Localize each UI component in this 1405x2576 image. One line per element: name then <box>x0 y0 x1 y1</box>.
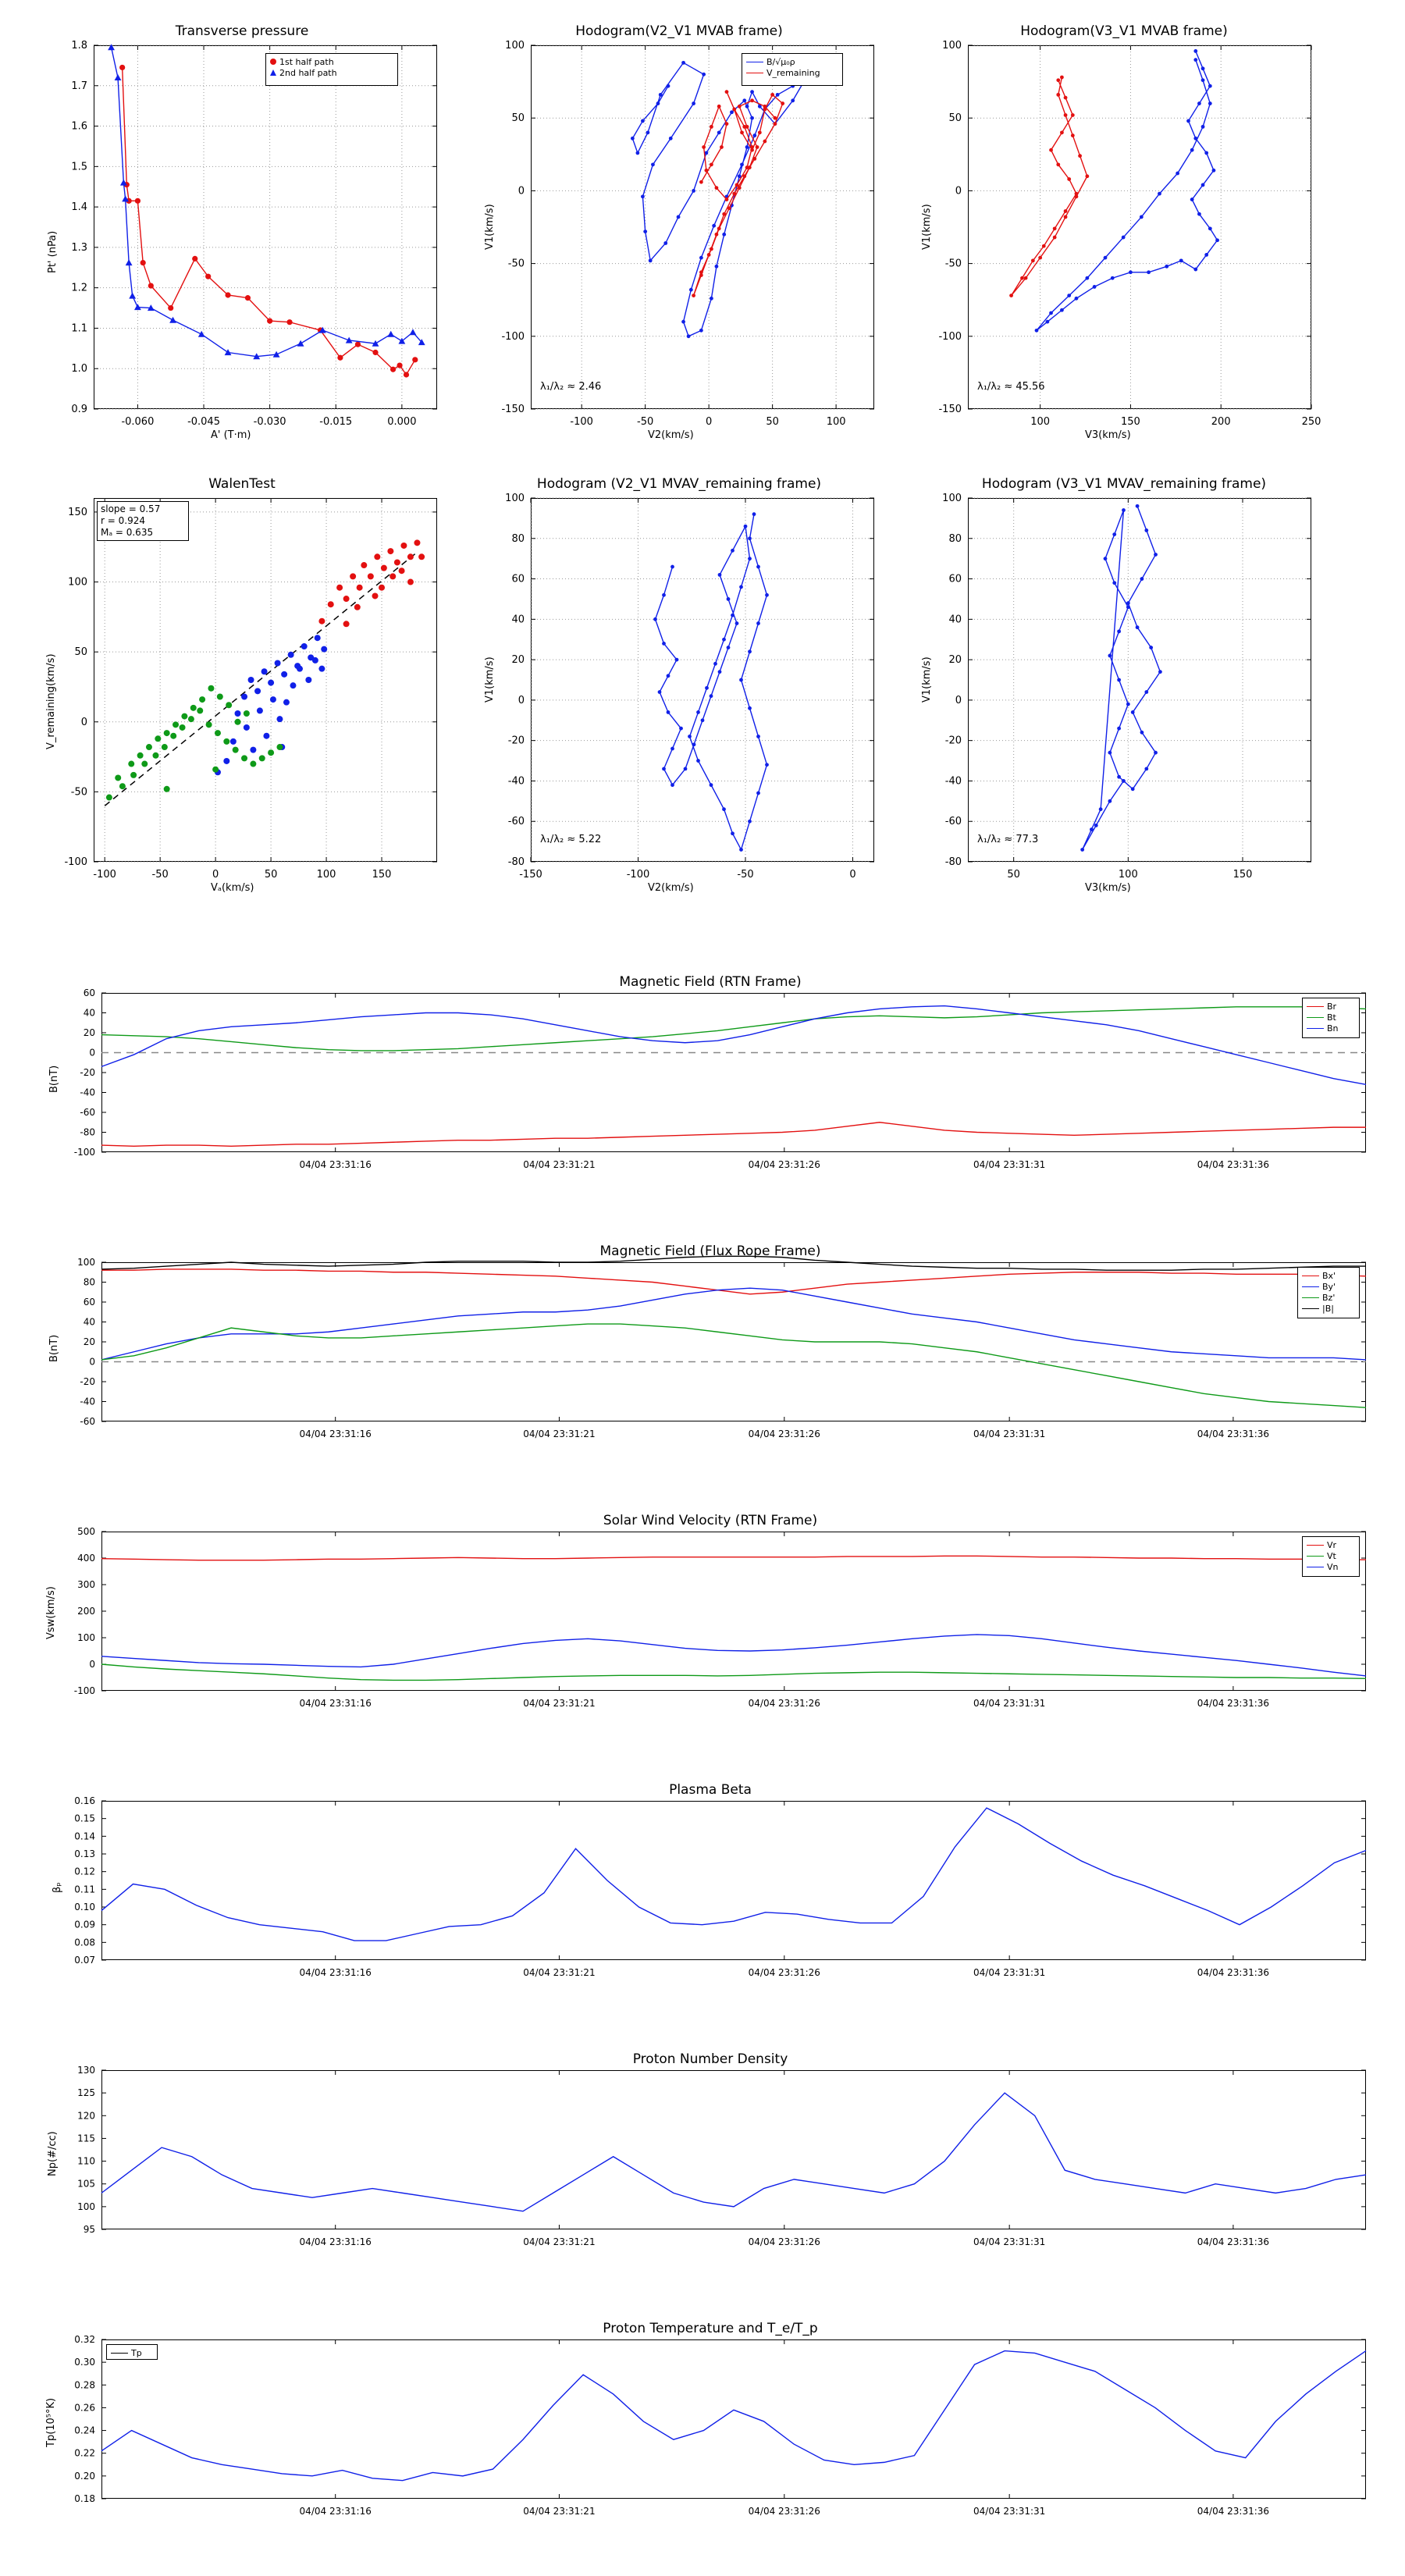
svg-text:60: 60 <box>83 987 95 998</box>
svg-text:0: 0 <box>955 694 962 706</box>
svg-text:0.32: 0.32 <box>74 2334 95 2345</box>
legend-label: Bx' <box>1322 1270 1336 1281</box>
panel-title: Magnetic Field (Flux Rope Frame) <box>599 1244 821 1259</box>
y-axis-label: Pt' (nPa) <box>47 230 59 273</box>
svg-text:04/04 23:31:21: 04/04 23:31:21 <box>523 2506 596 2517</box>
svg-text:-60: -60 <box>507 816 525 828</box>
legend-marker-icon <box>270 69 276 76</box>
svg-text:100: 100 <box>942 493 962 504</box>
svg-text:-150: -150 <box>501 404 525 415</box>
legend <box>106 2344 158 2360</box>
panel-proton-temperature <box>31 2314 1389 2549</box>
svg-text:100: 100 <box>826 416 846 428</box>
svg-text:1.8: 1.8 <box>71 40 87 52</box>
svg-text:04/04 23:31:16: 04/04 23:31:16 <box>299 2506 372 2517</box>
y-axis-label: Tp(10⁵°K) <box>45 2397 57 2447</box>
plot-svg <box>31 1507 1389 1733</box>
legend <box>1297 1267 1360 1318</box>
svg-text:-100: -100 <box>73 1147 95 1158</box>
svg-text:100: 100 <box>1030 416 1051 428</box>
svg-text:1.4: 1.4 <box>71 201 87 214</box>
svg-text:200: 200 <box>77 1606 95 1617</box>
svg-text:0.10: 0.10 <box>74 1902 95 1912</box>
svg-text:-40: -40 <box>507 775 525 788</box>
svg-text:-20: -20 <box>80 1067 95 1078</box>
svg-text:0.09: 0.09 <box>74 1919 95 1930</box>
svg-text:04/04 23:31:26: 04/04 23:31:26 <box>748 2506 820 2517</box>
svg-text:04/04 23:31:26: 04/04 23:31:26 <box>748 1698 820 1709</box>
y-axis-label: V1(km/s) <box>484 656 496 703</box>
svg-text:04/04 23:31:31: 04/04 23:31:31 <box>973 1967 1046 1978</box>
svg-text:0: 0 <box>89 1356 95 1368</box>
svg-text:0: 0 <box>849 869 856 881</box>
svg-text:0.9: 0.9 <box>71 404 87 415</box>
svg-text:-20: -20 <box>944 735 962 747</box>
svg-text:04/04 23:31:16: 04/04 23:31:16 <box>299 1159 372 1170</box>
svg-text:40: 40 <box>948 614 962 626</box>
panel-plasma-beta <box>31 1776 1389 2002</box>
svg-text:1.2: 1.2 <box>71 282 87 294</box>
eigenvalue-ratio-annotation: λ₁/λ₂ ≈ 45.56 <box>977 381 1045 393</box>
panel-hodogram-v2v1-mvab <box>468 16 890 441</box>
svg-text:0: 0 <box>212 869 219 881</box>
svg-text:115: 115 <box>77 2133 95 2144</box>
svg-text:0.14: 0.14 <box>74 1831 95 1842</box>
svg-text:60: 60 <box>948 573 962 585</box>
svg-text:100: 100 <box>77 2201 95 2212</box>
svg-text:0.20: 0.20 <box>74 2470 95 2482</box>
panel-title: Hodogram(V3_V1 MVAB frame) <box>1020 23 1228 39</box>
legend-label: V_remaining <box>767 67 820 78</box>
svg-text:1.7: 1.7 <box>71 80 87 92</box>
svg-text:04/04 23:31:26: 04/04 23:31:26 <box>748 2236 820 2247</box>
panel-title: Hodogram (V2_V1 MVAV_remaining frame) <box>536 476 822 492</box>
svg-text:-0.030: -0.030 <box>253 416 286 428</box>
svg-text:04/04 23:31:36: 04/04 23:31:36 <box>1197 1698 1270 1709</box>
svg-text:80: 80 <box>948 532 962 545</box>
x-axis-label: V3(km/s) <box>1085 429 1131 441</box>
legend <box>742 53 843 86</box>
svg-text:60: 60 <box>511 573 525 585</box>
svg-text:0: 0 <box>706 416 713 428</box>
svg-text:-50: -50 <box>70 786 87 799</box>
plot-svg <box>31 2045 1389 2272</box>
plot-svg <box>31 1776 1389 2002</box>
svg-text:0.07: 0.07 <box>74 1955 95 1966</box>
svg-text:0.11: 0.11 <box>74 1884 95 1895</box>
svg-text:80: 80 <box>511 532 525 545</box>
svg-text:-0.060: -0.060 <box>121 416 155 428</box>
svg-text:-60: -60 <box>80 1107 95 1118</box>
svg-text:100: 100 <box>77 1632 95 1643</box>
y-axis-label: B(nT) <box>48 1334 60 1362</box>
svg-text:150: 150 <box>1232 869 1253 881</box>
legend <box>1302 998 1360 1038</box>
svg-text:50: 50 <box>264 869 278 881</box>
svg-text:0: 0 <box>518 694 525 706</box>
svg-text:0: 0 <box>518 185 525 197</box>
svg-text:150: 150 <box>68 506 87 518</box>
svg-text:04/04 23:31:36: 04/04 23:31:36 <box>1197 1159 1270 1170</box>
svg-text:130: 130 <box>77 2065 95 2076</box>
plot-svg <box>905 16 1343 429</box>
legend <box>265 53 398 86</box>
x-axis-label: V2(km/s) <box>648 429 694 441</box>
svg-text:0.16: 0.16 <box>74 1795 95 1806</box>
svg-text:-80: -80 <box>80 1126 95 1138</box>
svg-text:120: 120 <box>77 2110 95 2122</box>
legend-label: Bt <box>1327 1012 1336 1023</box>
svg-text:-20: -20 <box>80 1376 95 1387</box>
svg-text:100: 100 <box>505 40 525 52</box>
svg-text:20: 20 <box>948 654 962 667</box>
legend <box>1302 1536 1360 1577</box>
svg-text:-80: -80 <box>507 856 525 868</box>
svg-text:-50: -50 <box>737 869 754 881</box>
svg-text:-20: -20 <box>507 735 525 747</box>
panel-solar-wind-velocity <box>31 1507 1389 1733</box>
svg-text:-50: -50 <box>507 258 525 270</box>
svg-text:0: 0 <box>89 1047 95 1059</box>
legend-label: Tp <box>131 2347 142 2358</box>
svg-text:1.6: 1.6 <box>71 120 87 133</box>
panel-title: Hodogram (V3_V1 MVAV_remaining frame) <box>981 476 1267 492</box>
panel-title: Proton Number Density <box>632 2051 788 2067</box>
y-axis-label: V1(km/s) <box>921 656 933 703</box>
svg-text:0.30: 0.30 <box>74 2357 95 2368</box>
svg-text:04/04 23:31:16: 04/04 23:31:16 <box>299 1698 372 1709</box>
svg-text:0.26: 0.26 <box>74 2402 95 2414</box>
svg-text:95: 95 <box>83 2224 95 2235</box>
svg-text:04/04 23:31:36: 04/04 23:31:36 <box>1197 1967 1270 1978</box>
svg-text:300: 300 <box>77 1579 95 1590</box>
x-axis-label: V3(km/s) <box>1085 882 1131 894</box>
svg-text:40: 40 <box>511 614 525 626</box>
svg-text:-100: -100 <box>570 416 593 428</box>
svg-text:0.22: 0.22 <box>74 2447 95 2459</box>
svg-text:04/04 23:31:21: 04/04 23:31:21 <box>523 1967 596 1978</box>
svg-text:04/04 23:31:36: 04/04 23:31:36 <box>1197 1429 1270 1439</box>
fit-slope: slope = 0.57 <box>101 503 161 514</box>
svg-text:-100: -100 <box>938 330 962 343</box>
y-axis-label: V1(km/s) <box>921 204 933 250</box>
legend-label: Bz' <box>1322 1292 1336 1303</box>
svg-text:04/04 23:31:21: 04/04 23:31:21 <box>523 2236 596 2247</box>
panel-hodogram-v3v1-mvab <box>905 16 1343 441</box>
svg-text:04/04 23:31:31: 04/04 23:31:31 <box>973 2506 1046 2517</box>
y-axis-label: V1(km/s) <box>484 204 496 250</box>
svg-text:50: 50 <box>948 112 962 125</box>
legend-label: Vt <box>1327 1550 1336 1561</box>
svg-text:0.12: 0.12 <box>74 1866 95 1877</box>
plot-svg <box>31 2314 1389 2549</box>
svg-text:125: 125 <box>77 2087 95 2099</box>
svg-text:-50: -50 <box>944 258 962 270</box>
svg-text:0.000: 0.000 <box>387 416 417 428</box>
svg-text:0: 0 <box>955 185 962 197</box>
svg-text:100: 100 <box>68 576 87 589</box>
panel-title: Plasma Beta <box>669 1782 752 1798</box>
svg-text:0.08: 0.08 <box>74 1937 95 1948</box>
svg-text:20: 20 <box>83 1336 95 1347</box>
x-axis-label: A' (T·m) <box>211 429 251 441</box>
svg-text:-50: -50 <box>637 416 654 428</box>
svg-text:0: 0 <box>89 1659 95 1670</box>
panel-proton-number-density <box>31 2045 1389 2272</box>
svg-text:150: 150 <box>1121 416 1140 428</box>
svg-text:04/04 23:31:36: 04/04 23:31:36 <box>1197 2506 1270 2517</box>
fit-stats-box <box>97 501 189 541</box>
panel-title: Magnetic Field (RTN Frame) <box>619 974 802 990</box>
svg-text:0.13: 0.13 <box>74 1848 95 1859</box>
legend-label: |B| <box>1322 1303 1334 1314</box>
legend-label: 1st half path <box>279 56 334 67</box>
svg-text:50: 50 <box>766 416 779 428</box>
svg-text:400: 400 <box>77 1553 95 1564</box>
plot-svg <box>905 468 1343 882</box>
svg-text:04/04 23:31:16: 04/04 23:31:16 <box>299 1967 372 1978</box>
svg-text:04/04 23:31:31: 04/04 23:31:31 <box>973 1159 1046 1170</box>
plot-svg <box>31 1237 1389 1464</box>
plot-svg <box>31 468 453 882</box>
eigenvalue-ratio-annotation: λ₁/λ₂ ≈ 2.46 <box>540 381 602 393</box>
svg-text:100: 100 <box>316 869 336 881</box>
svg-text:-100: -100 <box>93 869 116 881</box>
legend-label: By' <box>1322 1281 1336 1292</box>
svg-text:0.28: 0.28 <box>74 2379 95 2391</box>
legend-label: Vr <box>1327 1539 1337 1550</box>
fit-r: r = 0.924 <box>101 515 145 526</box>
svg-text:-60: -60 <box>80 1416 95 1427</box>
panel-hodogram-v2v1-mvav <box>468 468 890 894</box>
y-axis-label: Vsw(km/s) <box>45 1586 57 1639</box>
svg-text:150: 150 <box>372 869 392 881</box>
svg-text:40: 40 <box>83 1007 95 1019</box>
panel-title: Proton Temperature and T_e/T_p <box>603 2321 818 2336</box>
svg-text:04/04 23:31:31: 04/04 23:31:31 <box>973 1698 1046 1709</box>
svg-text:1.3: 1.3 <box>71 241 87 254</box>
svg-text:-100: -100 <box>64 856 87 868</box>
x-axis-label: Vₐ(km/s) <box>211 882 254 894</box>
svg-text:50: 50 <box>74 646 87 659</box>
svg-text:04/04 23:31:21: 04/04 23:31:21 <box>523 1698 596 1709</box>
legend-label: Bn <box>1327 1023 1339 1034</box>
svg-text:04/04 23:31:16: 04/04 23:31:16 <box>299 2236 372 2247</box>
svg-text:200: 200 <box>1211 416 1231 428</box>
plot-svg <box>468 468 890 882</box>
svg-text:105: 105 <box>77 2178 95 2190</box>
svg-text:80: 80 <box>83 1276 95 1288</box>
svg-text:100: 100 <box>77 1257 95 1268</box>
svg-text:100: 100 <box>505 493 525 504</box>
legend-marker-icon <box>270 59 276 65</box>
panel-title: WalenTest <box>208 476 276 492</box>
svg-text:04/04 23:31:26: 04/04 23:31:26 <box>748 1159 820 1170</box>
svg-text:04/04 23:31:26: 04/04 23:31:26 <box>748 1967 820 1978</box>
panel-title: Transverse pressure <box>175 23 309 39</box>
panel-hodogram-v3v1-mvav <box>905 468 1343 894</box>
panel-magnetic-field-rtn <box>31 968 1389 1194</box>
svg-text:0.15: 0.15 <box>74 1813 95 1824</box>
svg-text:-100: -100 <box>626 869 650 881</box>
svg-text:04/04 23:31:21: 04/04 23:31:21 <box>523 1159 596 1170</box>
plot-svg <box>31 968 1389 1194</box>
svg-text:1.1: 1.1 <box>71 322 87 335</box>
legend-label: Br <box>1327 1001 1337 1012</box>
svg-text:-0.015: -0.015 <box>319 416 353 428</box>
svg-text:1.0: 1.0 <box>71 363 87 375</box>
svg-text:-0.045: -0.045 <box>187 416 220 428</box>
svg-text:-40: -40 <box>80 1087 95 1098</box>
svg-text:-60: -60 <box>944 816 962 828</box>
svg-text:04/04 23:31:16: 04/04 23:31:16 <box>299 1429 372 1439</box>
svg-text:04/04 23:31:36: 04/04 23:31:36 <box>1197 2236 1270 2247</box>
y-axis-label: Np(#/cc) <box>47 2131 59 2176</box>
legend-label: Vn <box>1327 1561 1339 1572</box>
svg-text:20: 20 <box>83 1027 95 1038</box>
svg-text:100: 100 <box>942 40 962 52</box>
svg-text:04/04 23:31:26: 04/04 23:31:26 <box>748 1429 820 1439</box>
panel-title: Hodogram(V2_V1 MVAB frame) <box>575 23 783 39</box>
svg-text:-50: -50 <box>151 869 169 881</box>
eigenvalue-ratio-annotation: λ₁/λ₂ ≈ 5.22 <box>540 834 602 845</box>
svg-text:60: 60 <box>83 1297 95 1308</box>
svg-text:50: 50 <box>1007 869 1020 881</box>
svg-text:-150: -150 <box>519 869 542 881</box>
svg-text:-80: -80 <box>944 856 962 868</box>
svg-text:-100: -100 <box>73 1685 95 1696</box>
svg-text:04/04 23:31:21: 04/04 23:31:21 <box>523 1429 596 1439</box>
panel-title: Solar Wind Velocity (RTN Frame) <box>603 1513 818 1528</box>
y-axis-label: βₚ <box>52 1882 63 1893</box>
panel-transverse-pressure <box>31 16 453 441</box>
svg-text:50: 50 <box>511 112 525 125</box>
svg-text:04/04 23:31:31: 04/04 23:31:31 <box>973 2236 1046 2247</box>
svg-text:-100: -100 <box>501 330 525 343</box>
y-axis-label: V_remaining(km/s) <box>45 653 57 749</box>
svg-text:-150: -150 <box>938 404 962 415</box>
panel-magnetic-field-fluxrope <box>31 1237 1389 1464</box>
y-axis-label: B(nT) <box>48 1065 60 1093</box>
svg-text:40: 40 <box>83 1316 95 1328</box>
fit-ma: Mₐ = 0.635 <box>101 527 154 538</box>
svg-text:100: 100 <box>1118 869 1138 881</box>
svg-text:0.18: 0.18 <box>74 2493 95 2504</box>
svg-text:04/04 23:31:31: 04/04 23:31:31 <box>973 1429 1046 1439</box>
svg-text:20: 20 <box>511 654 525 667</box>
svg-text:0: 0 <box>80 716 87 728</box>
legend-label: B/√μ₀ρ <box>767 56 795 67</box>
svg-text:500: 500 <box>77 1526 95 1537</box>
svg-text:110: 110 <box>77 2155 95 2167</box>
svg-text:-40: -40 <box>944 775 962 788</box>
svg-text:1.5: 1.5 <box>71 161 87 173</box>
x-axis-label: V2(km/s) <box>648 882 694 894</box>
svg-text:-40: -40 <box>80 1396 95 1407</box>
svg-text:0.24: 0.24 <box>74 2425 95 2436</box>
svg-text:250: 250 <box>1301 416 1321 428</box>
legend-label: 2nd half path <box>279 67 337 78</box>
panel-walen-test <box>31 468 453 894</box>
eigenvalue-ratio-annotation: λ₁/λ₂ ≈ 77.3 <box>977 834 1039 845</box>
